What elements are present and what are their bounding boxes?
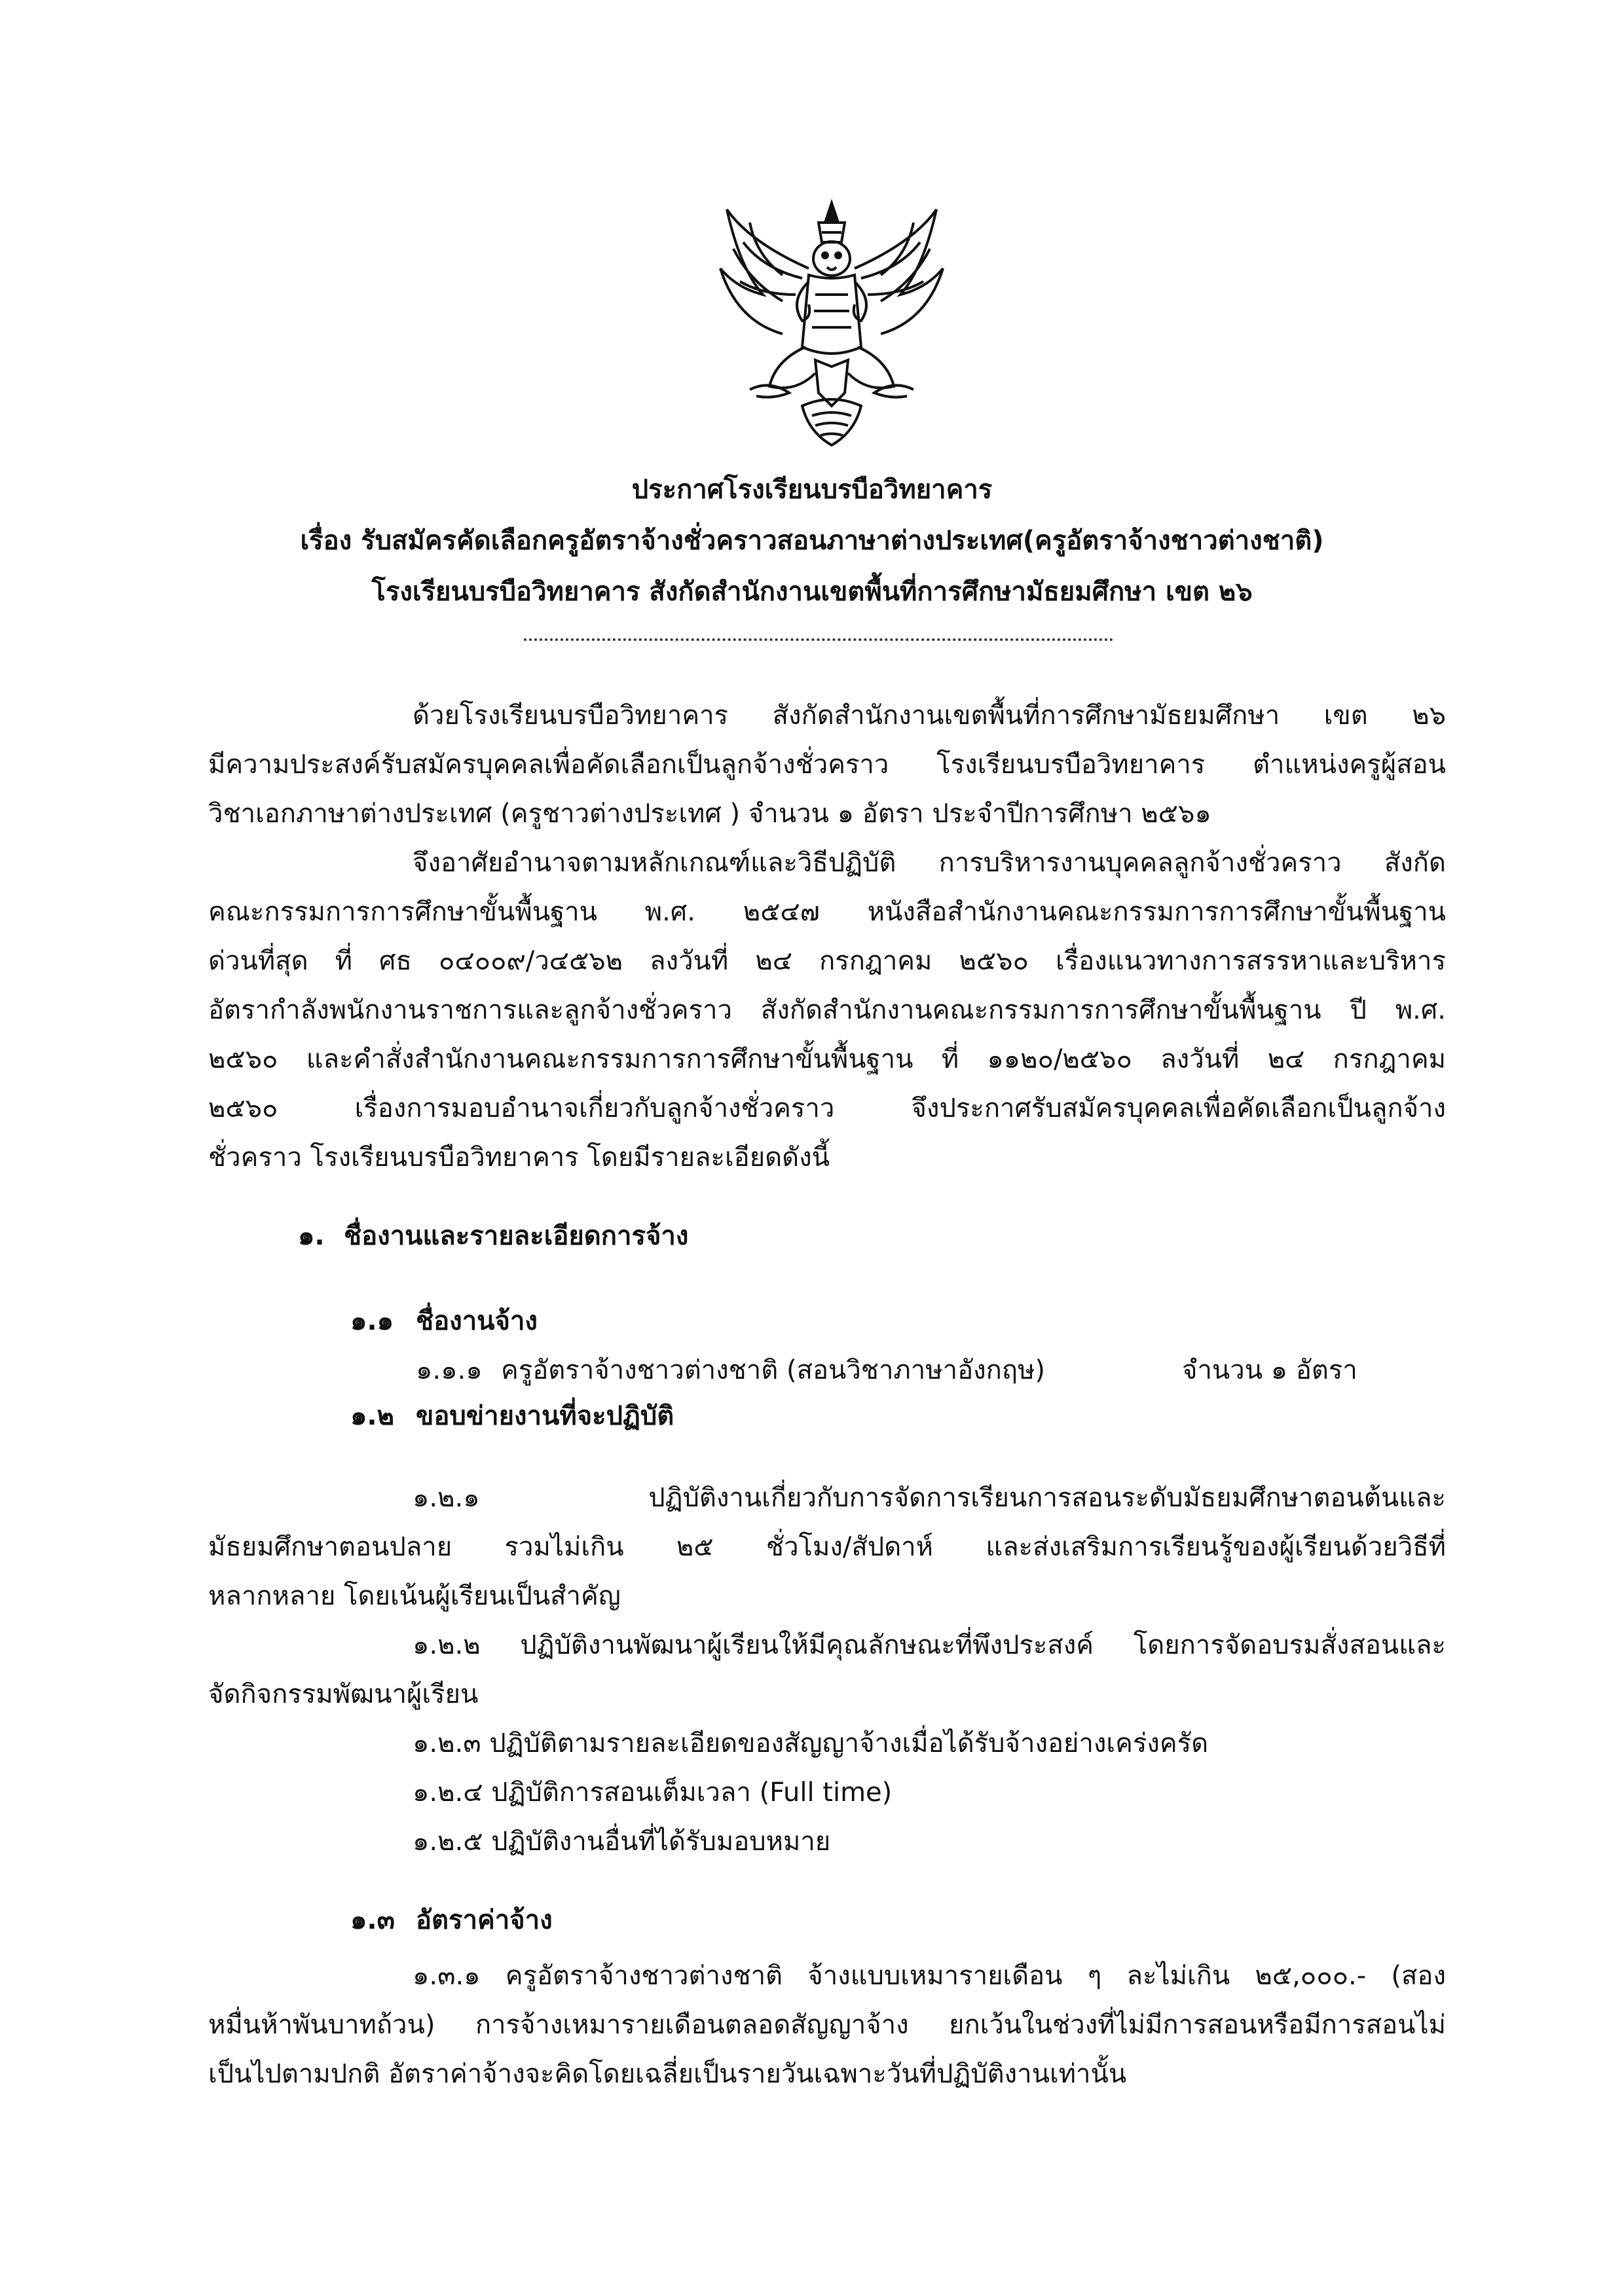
subsection-1-2-number: ๑.๒ — [350, 1401, 394, 1431]
item-1-2-2-line1: ๑.๒.๒ ปฏิบัติงานพัฒนาผู้เรียนให้มีคุณลักษณะที่พึงประสงค์ โดยการจัดอบรมสั่งสอนและ — [413, 1630, 1446, 1660]
item-1-2-4: ๑.๒.๔ ปฏิบัติการสอนเต็มเวลา (Full time) — [413, 1777, 893, 1808]
paragraph2-line7: ชั่วคราว โรงเรียนบรบือวิทยาคาร โดยมีรายละเอียดดังนี้ — [208, 1142, 830, 1173]
paragraph2-line5: ๒๕๖๐ และคำสั่งสำนักงานคณะกรรมการการศึกษาขั้นพื้นฐาน ที่ ๑๑๒๐/๒๕๖๐ ลงวันที่ ๒๔ กรกฎาคม — [208, 1044, 1446, 1074]
item-1-1-1-quantity: จำนวน ๑ อัตรา — [1182, 1355, 1357, 1385]
item-1-2-1-line1: ๑.๒.๑ ปฏิบัติงานเกี่ยวกับการจัดการเรียนการสอนระดับมัธยมศึกษาตอนต้นและ — [413, 1483, 1446, 1513]
announcement-subject: เรื่อง รับสมัครคัดเลือกครูอัตราจ้างชั่วคราวสอนภาษาต่างประเทศ(ครูอัตราจ้างชาวต่างชาติ) — [300, 526, 1324, 556]
item-1-2-1-line3: หลากหลาย โดยเน้นผู้เรียนเป็นสำคัญ — [208, 1581, 621, 1611]
paragraph2-line6: ๒๕๖๐ เรื่องการมอบอำนาจเกี่ยวกับลูกจ้างชั่วคราว จึงประกาศรับสมัครบุคคลเพื่อคัดเลือกเป็นลูกจ้าง — [208, 1093, 1446, 1123]
item-1-3-1-line2: หมื่นห้าพันบาทถ้วน) การจ้างเหมารายเดือนตลอดสัญญาจ้าง ยกเว้นในช่วงที่ไม่มีการสอนหรือมีการสอนไม่ — [208, 2010, 1446, 2040]
garuda-emblem-icon — [710, 196, 953, 458]
announcement-school: โรงเรียนบรบือวิทยาคาร สังกัดสำนักงานเขตพื้นที่การศึกษามัธยมศึกษา เขต ๒๖ — [371, 577, 1253, 607]
item-1-2-3: ๑.๒.๓ ปฏิบัติตามรายละเอียดของสัญญาจ้างเมื่อได้รับจ้างอย่างเคร่งครัด — [413, 1728, 1209, 1758]
paragraph1-line3: วิชาเอกภาษาต่างประเทศ (ครูชาวต่างประเทศ ) จำนวน ๑ อัตรา ประจำปีการศึกษา ๒๕๖๑ — [208, 799, 1211, 829]
paragraph1-line2: มีความประสงค์รับสมัครบุคคลเพื่อคัดเลือกเป็นลูกจ้างชั่วคราว โรงเรียนบรบือวิทยาคาร ตำแหน่งครูผู้สอน — [208, 750, 1446, 780]
paragraph2-line3: ด่วนที่สุด ที่ ศธ ๐๔๐๐๙/ว๔๕๖๒ ลงวันที่ ๒๔ กรกฎาคม ๒๕๖๐ เรื่องแนวทางการสรรหาและบริหาร — [208, 946, 1446, 976]
subsection-1-3-number: ๑.๓ — [350, 1905, 395, 1935]
section1-title: ชื่องานและรายละเอียดการจ้าง — [344, 1221, 689, 1251]
subsection-1-1-number: ๑.๑ — [350, 1306, 394, 1336]
item-1-2-1-line2: มัธยมศึกษาตอนปลาย รวมไม่เกิน ๒๕ ชั่วโมง/สัปดาห์ และส่งเสริมการเรียนรู้ของผู้เรียนด้วยวิธีที่ — [208, 1532, 1446, 1562]
section1-number: ๑. — [298, 1221, 325, 1251]
item-1-3-1-line1: ๑.๓.๑ ครูอัตราจ้างชาวต่างชาติ จ้างแบบเหมารายเดือน ๆ ละไม่เกิน ๒๕,๐๐๐.- (สอง — [413, 1961, 1446, 1991]
item-1-2-5: ๑.๒.๕ ปฏิบัติงานอื่นที่ได้รับมอบหมาย — [413, 1827, 831, 1857]
paragraph2-line2: คณะกรรมการการศึกษาขั้นพื้นฐาน พ.ศ. ๒๕๔๗ หนังสือสำนักงานคณะกรรมการการศึกษาขั้นพื้นฐาน — [208, 897, 1446, 927]
announcement-title: ประกาศโรงเรียนบรบือวิทยาคาร — [631, 475, 993, 505]
item-1-2-2-line2: จัดกิจกรรมพัฒนาผู้เรียน — [208, 1679, 479, 1709]
subsection-1-1-title: ชื่องานจ้าง — [416, 1306, 538, 1336]
subsection-1-3-title: อัตราค่าจ้าง — [416, 1905, 553, 1935]
divider-dots — [524, 638, 1113, 641]
paragraph2-line1: จึงอาศัยอำนาจตามหลักเกณฑ์และวิธีปฏิบัติ การบริหารงานบุคคลลูกจ้างชั่วคราว สังกัด — [413, 848, 1446, 878]
subsection-1-2-title: ขอบข่ายงานที่จะปฏิบัติ — [416, 1401, 674, 1431]
paragraph1-line1: ด้วยโรงเรียนบรบือวิทยาคาร สังกัดสำนักงานเขตพื้นที่การศึกษามัธยมศึกษา เขต ๒๖ — [413, 701, 1446, 731]
item-1-1-1-text: ครูอัตราจ้างชาวต่างชาติ (สอนวิชาภาษาอังกฤษ) — [501, 1355, 1046, 1385]
item-1-3-1-line3: เป็นไปตามปกติ อัตราค่าจ้างจะคิดโดยเฉลี่ยเป็นรายวันเฉพาะวันที่ปฏิบัติงานเท่านั้น — [208, 2059, 1127, 2089]
paragraph2-line4: อัตรากำลังพนักงานราชการและลูกจ้างชั่วคราว สังกัดสำนักงานคณะกรรมการการศึกษาขั้นพื้นฐาน ปี พ.ศ. — [208, 995, 1446, 1025]
item-1-1-1-number: ๑.๑.๑ — [416, 1355, 483, 1385]
